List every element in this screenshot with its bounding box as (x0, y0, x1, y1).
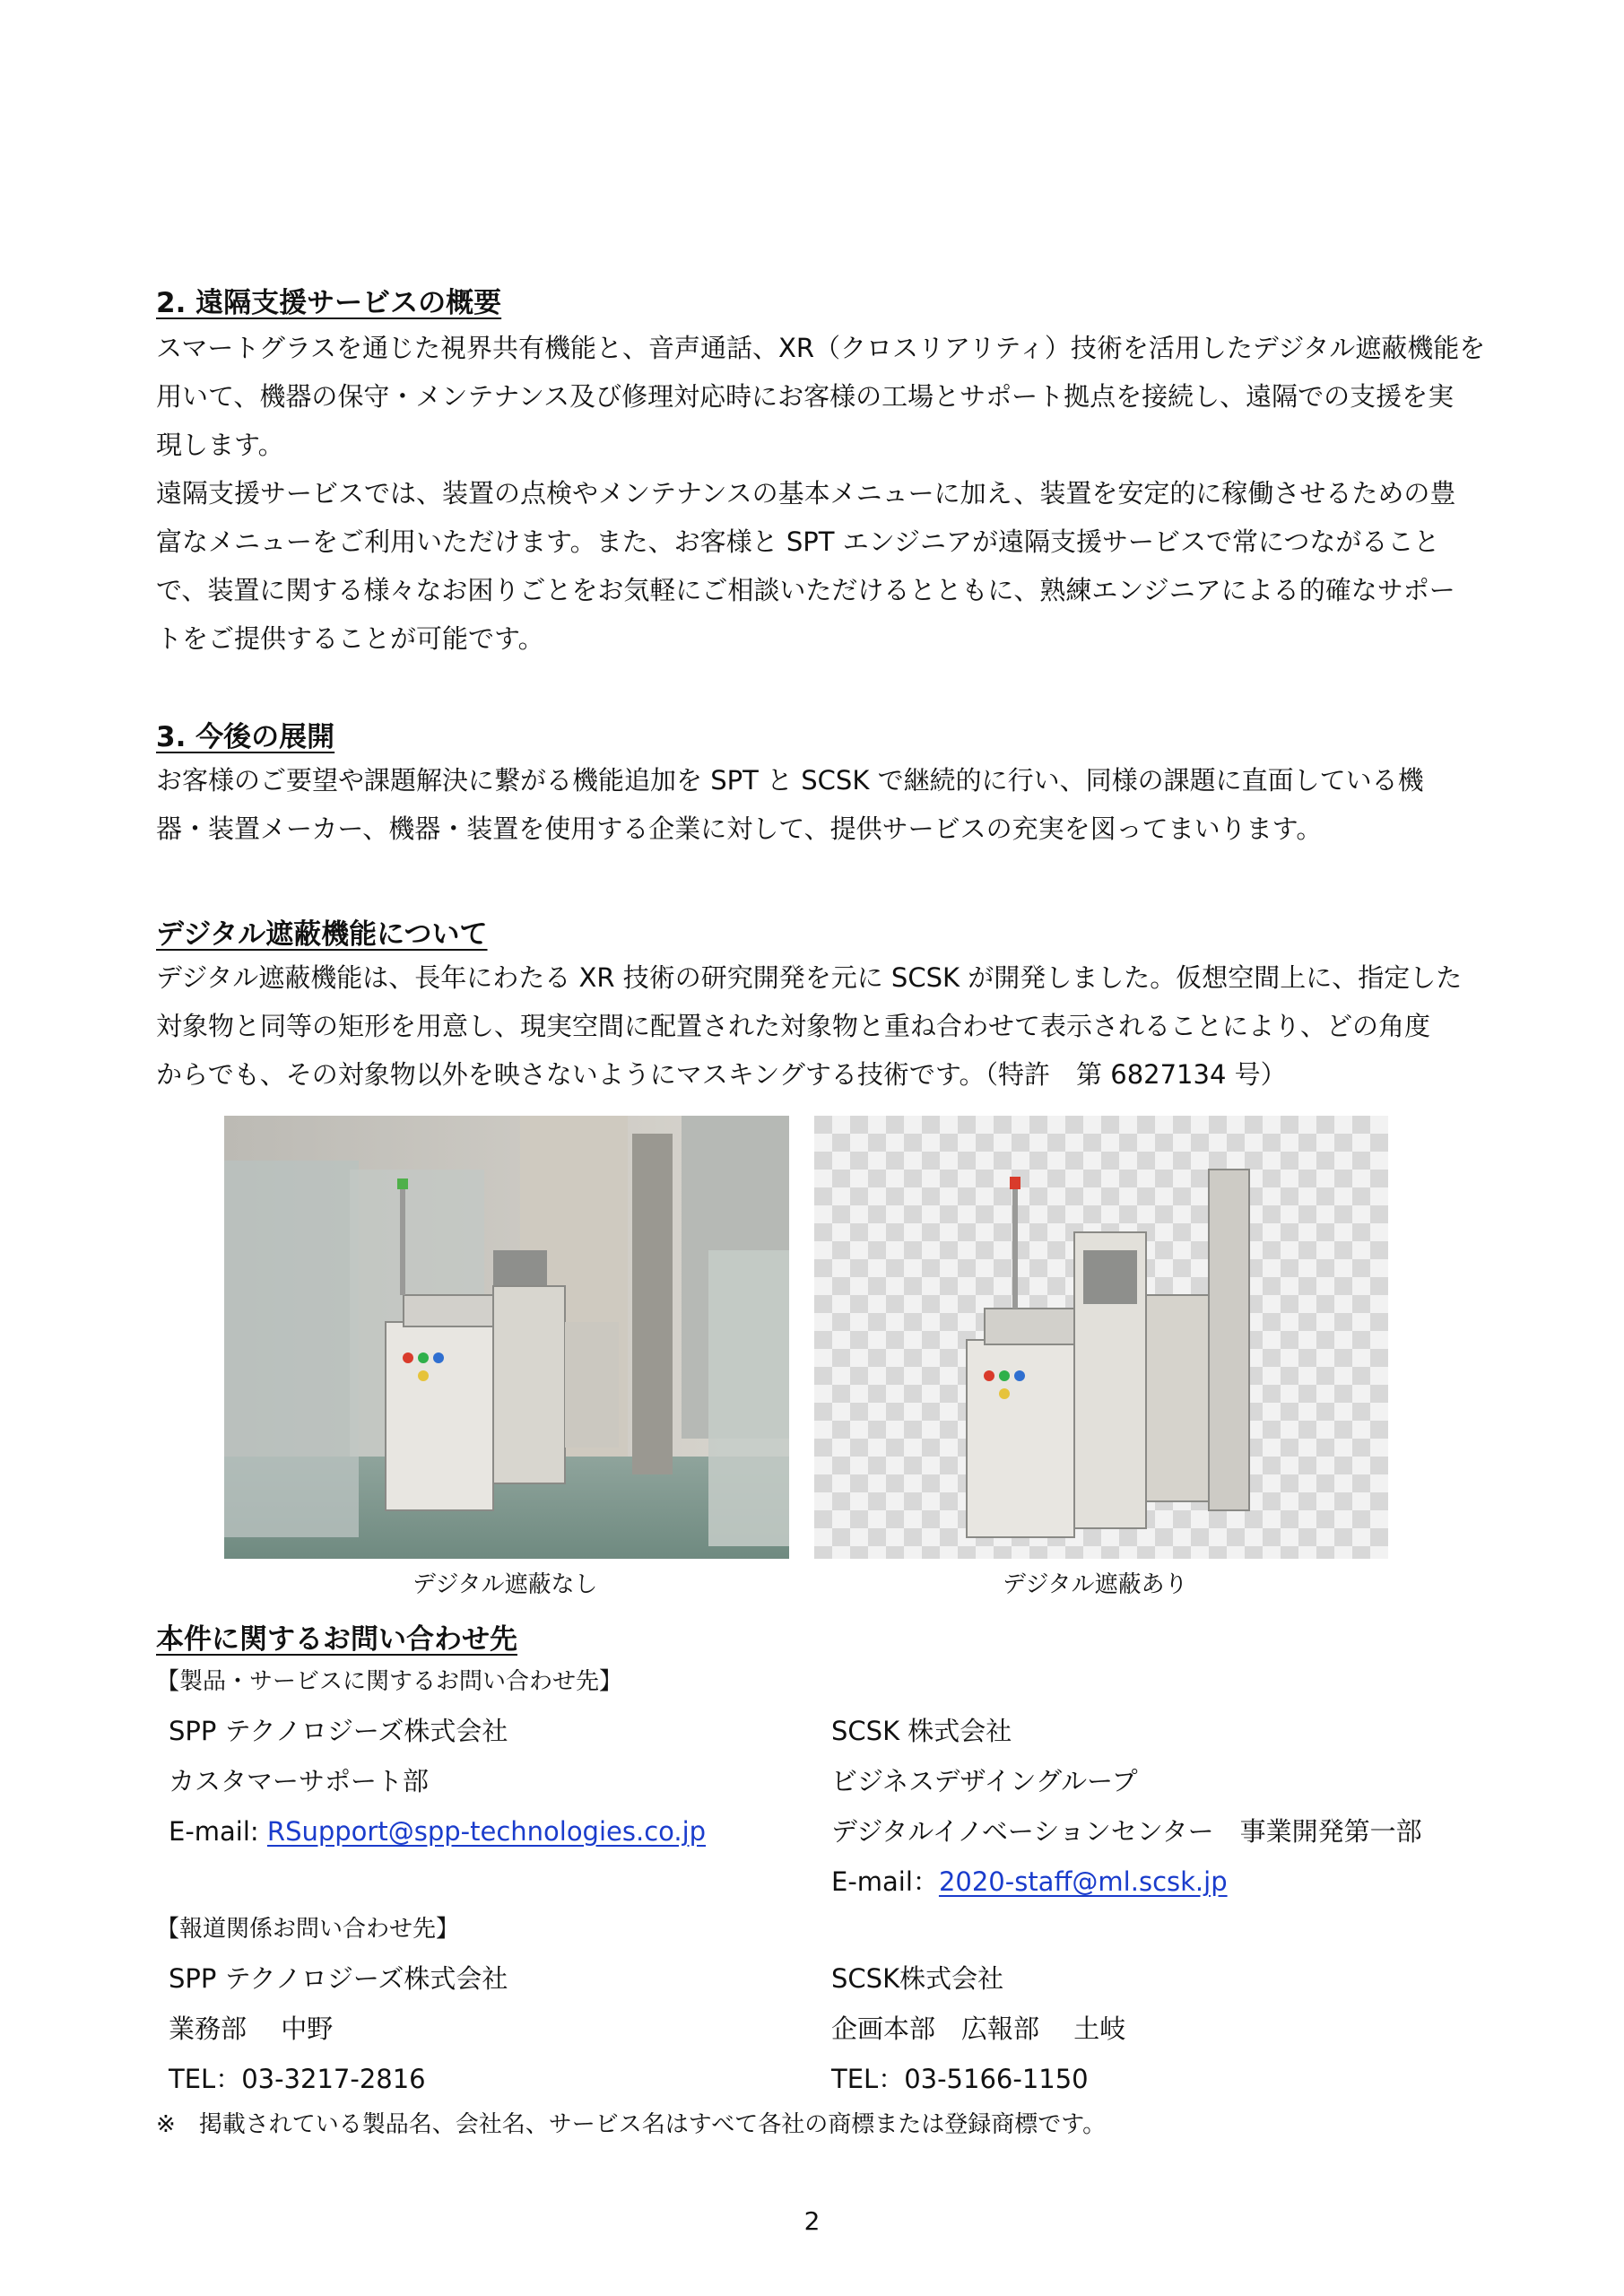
product-right-email-row (831, 1866, 1228, 1897)
section3-line-1: お客様のご要望や課題解決に繋がる機能追加を SPT と SCSK で継続的に行い、同様の課題に直面している機 (156, 765, 1424, 796)
section3-line-2: 器・装置メーカー、機器・装置を使用する企業に対して、提供サービスの充実を図ってまいります。 (156, 813, 1323, 844)
section2-line-7: トをご提供することが可能です。 (156, 623, 544, 654)
product-contact-label: 【製品・サービスに関するお問い合わせ先】 (156, 1668, 623, 1695)
page-number: 2 (803, 2206, 821, 2236)
product-right-dept: デジタルイノベーションセンター 事業開発第一部 (831, 1816, 1422, 1847)
section2-line-1: スマートグラスを通じた視界共有機能と、音声通話、XR（クロスリアリティ）技術を活用したデジタル遮蔽機能を (156, 333, 1486, 363)
press-right-company: SCSK株式会社 (831, 1963, 1004, 1994)
product-right-group: ビジネスデザイングループ (831, 1766, 1138, 1796)
section2-line-2: 用いて、機器の保守・メンテナンス及び修理対応時にお客様の工場とサポート拠点を接続し、遠隔での支援を実 (156, 381, 1455, 412)
product-left-email-label: E-mail: (169, 1816, 267, 1847)
trademark-note: ※ 掲載されている製品名、会社名、サービス名はすべて各社の商標または登録商標です。 (156, 2111, 1107, 2138)
press-left-company: SPP テクノロジーズ株式会社 (169, 1963, 508, 1994)
section2-line-5: 富なメニューをご利用いただけます。また、お客様と SPT エンジニアが遠隔支援サービスで常につながること (156, 526, 1440, 557)
section2-line-4: 遠隔支援サービスでは、装置の点検やメンテナンスの基本メニューに加え、装置を安定的に稼働させるための豊 (156, 478, 1456, 509)
press-left-tel: TEL：03-3217-2816 (169, 2064, 426, 2094)
product-right-email-label: E-mail： (831, 1866, 939, 1897)
section2-line-6: で、装置に関する様々なお困りごとをお気軽にご相談いただけるとともに、熟練エンジニアによる的確なサポー (156, 575, 1455, 605)
masking-line-3: からでも、その対象物以外を映さないようにマスキングする技術です。（特許 第 6827134 号） (156, 1059, 1287, 1090)
product-left-dept: カスタマーサポート部 (169, 1766, 430, 1796)
press-right-dept: 企画本部 広報部 土岐 (831, 2013, 1126, 2044)
caption-with-masking: デジタル遮蔽あり (1003, 1571, 1188, 1598)
photo-without-masking (224, 1116, 789, 1559)
masking-line-1: デジタル遮蔽機能は、長年にわたる XR 技術の研究開発を元に SCSK が開発しました。仮想空間上に、指定した (156, 962, 1463, 993)
masking-line-2: 対象物と同等の矩形を用意し、現実空間に配置された対象物と重ね合わせて表示されることにより、どの角度 (156, 1011, 1431, 1041)
press-contact-label: 【報道関係お問い合わせ先】 (156, 1916, 460, 1943)
section2-heading: 2. 遠隔支援サービスの概要 (156, 287, 502, 319)
press-right-tel: TEL：03-5166-1150 (831, 2064, 1089, 2094)
product-left-email-row (169, 1816, 707, 1847)
section3-heading: 3. 今後の展開 (156, 721, 335, 753)
caption-without-masking: デジタル遮蔽なし (413, 1571, 598, 1598)
press-left-dept: 業務部 中野 (169, 2013, 334, 2044)
product-right-company: SCSK 株式会社 (831, 1716, 1012, 1746)
masking-heading: デジタル遮蔽機能について (156, 918, 488, 951)
product-left-company: SPP テクノロジーズ株式会社 (169, 1716, 508, 1746)
section2-line-3: 現します。 (156, 430, 284, 460)
product-left-email-link[interactable]: RSupport@spp-technologies.co.jp (266, 1816, 707, 1847)
photo-with-masking (814, 1116, 1388, 1559)
product-right-email-link[interactable]: 2020-staff@ml.scsk.jp (938, 1866, 1228, 1897)
contact-heading: 本件に関するお問い合わせ先 (156, 1623, 517, 1656)
